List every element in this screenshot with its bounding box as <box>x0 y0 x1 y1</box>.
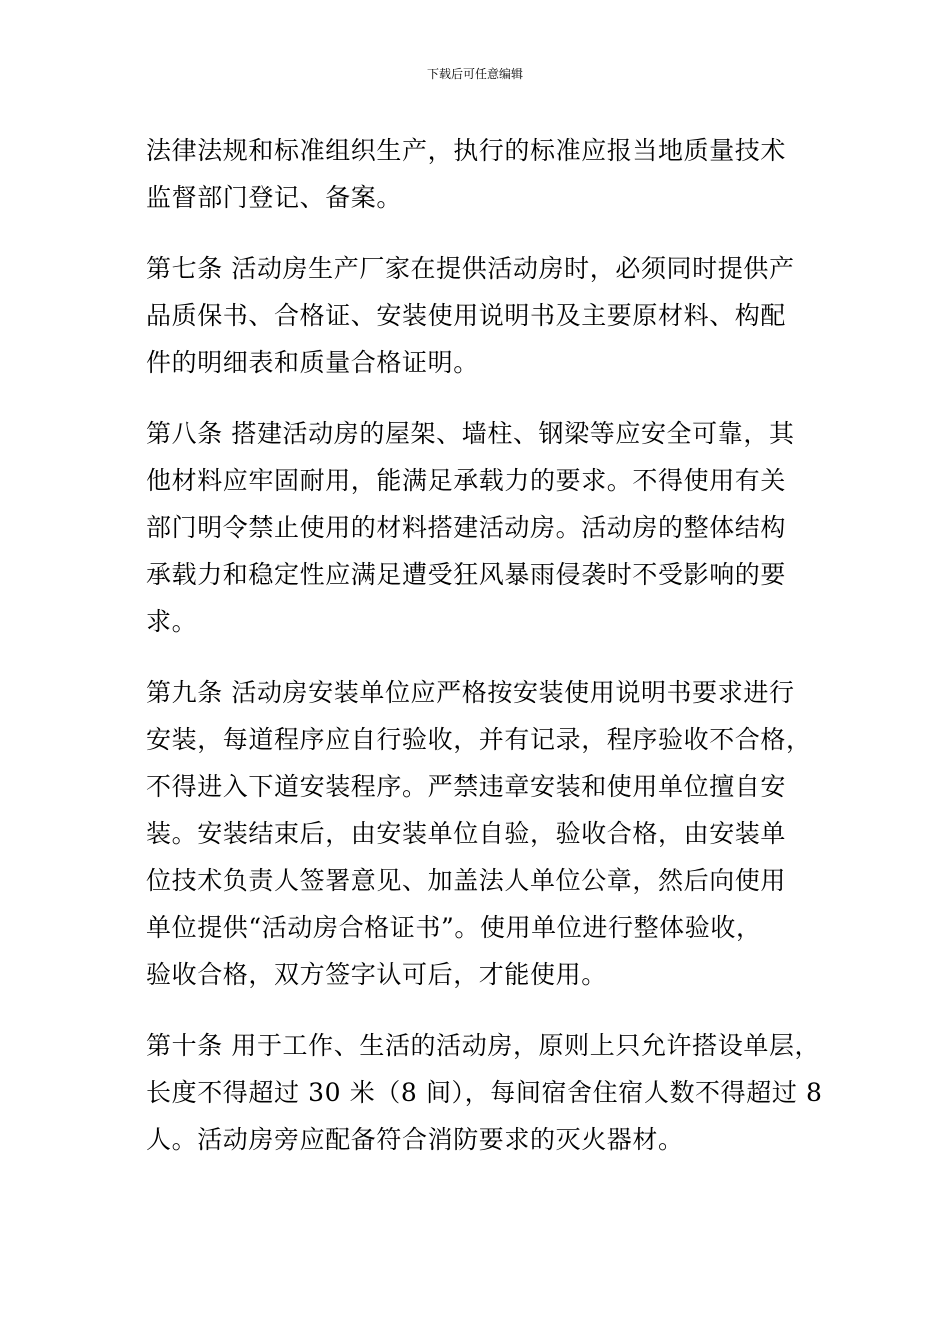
text-line: 件的明细表和质量合格证明。 <box>146 348 479 377</box>
text-line: 单位提供“活动房合格证书”。使用单位进行整体验收， <box>146 913 762 942</box>
text-line: 装。安装结束后，由安装单位自验，验收合格，由安装单 <box>146 819 787 848</box>
paragraph-continuation <box>146 127 814 221</box>
text-line: 不得进入下道安装程序。严禁违章安装和使用单位擅自安 <box>146 772 787 801</box>
text-line: 长度不得超过 30 米（8 间），每间宿舍住宿人数不得超过 8 <box>146 1078 823 1107</box>
paragraph-article-10 <box>146 1022 823 1163</box>
text-line: 第七条 活动房生产厂家在提供活动房时，必须同时提供产 <box>146 254 795 283</box>
text-line: 部门明令禁止使用的材料搭建活动房。活动房的整体结构 <box>146 513 787 542</box>
text-line: 他材料应牢固耐用，能满足承载力的要求。不得使用有关 <box>146 466 787 495</box>
text-line: 人。活动房旁应配备符合消防要求的灭火器材。 <box>146 1125 684 1154</box>
text-line: 监督部门登记、备案。 <box>146 183 403 212</box>
text-line: 承载力和稳定性应满足遭受狂风暴雨侵袭时不受影响的要 <box>146 560 787 589</box>
text-line: 第十条 用于工作、生活的活动房，原则上只允许搭设单层， <box>146 1031 821 1060</box>
text-line: 安装，每道程序应自行验收，并有记录，程序验收不合格， <box>146 725 812 754</box>
document-body <box>146 127 823 1187</box>
text-line: 验收合格，双方签字认可后，才能使用。 <box>146 960 607 989</box>
text-line: 第八条 搭建活动房的屋架、墙柱、钢梁等应安全可靠，其 <box>146 419 795 448</box>
paragraph-article-8 <box>146 410 814 645</box>
text-line: 品质保书、合格证、安装使用说明书及主要原材料、构配 <box>146 301 787 330</box>
text-line: 求。 <box>146 607 198 636</box>
paragraph-article-7 <box>146 245 814 386</box>
text-line: 第九条 活动房安装单位应严格按安装使用说明书要求进行 <box>146 678 795 707</box>
text-line: 法律法规和标准组织生产，执行的标准应报当地质量技术 <box>146 136 787 165</box>
paragraph-article-9 <box>146 669 814 998</box>
text-line: 位技术负责人签署意见、加盖法人单位公章，然后向使用 <box>146 866 787 895</box>
page-header: 下载后可任意编辑 <box>426 67 523 81</box>
